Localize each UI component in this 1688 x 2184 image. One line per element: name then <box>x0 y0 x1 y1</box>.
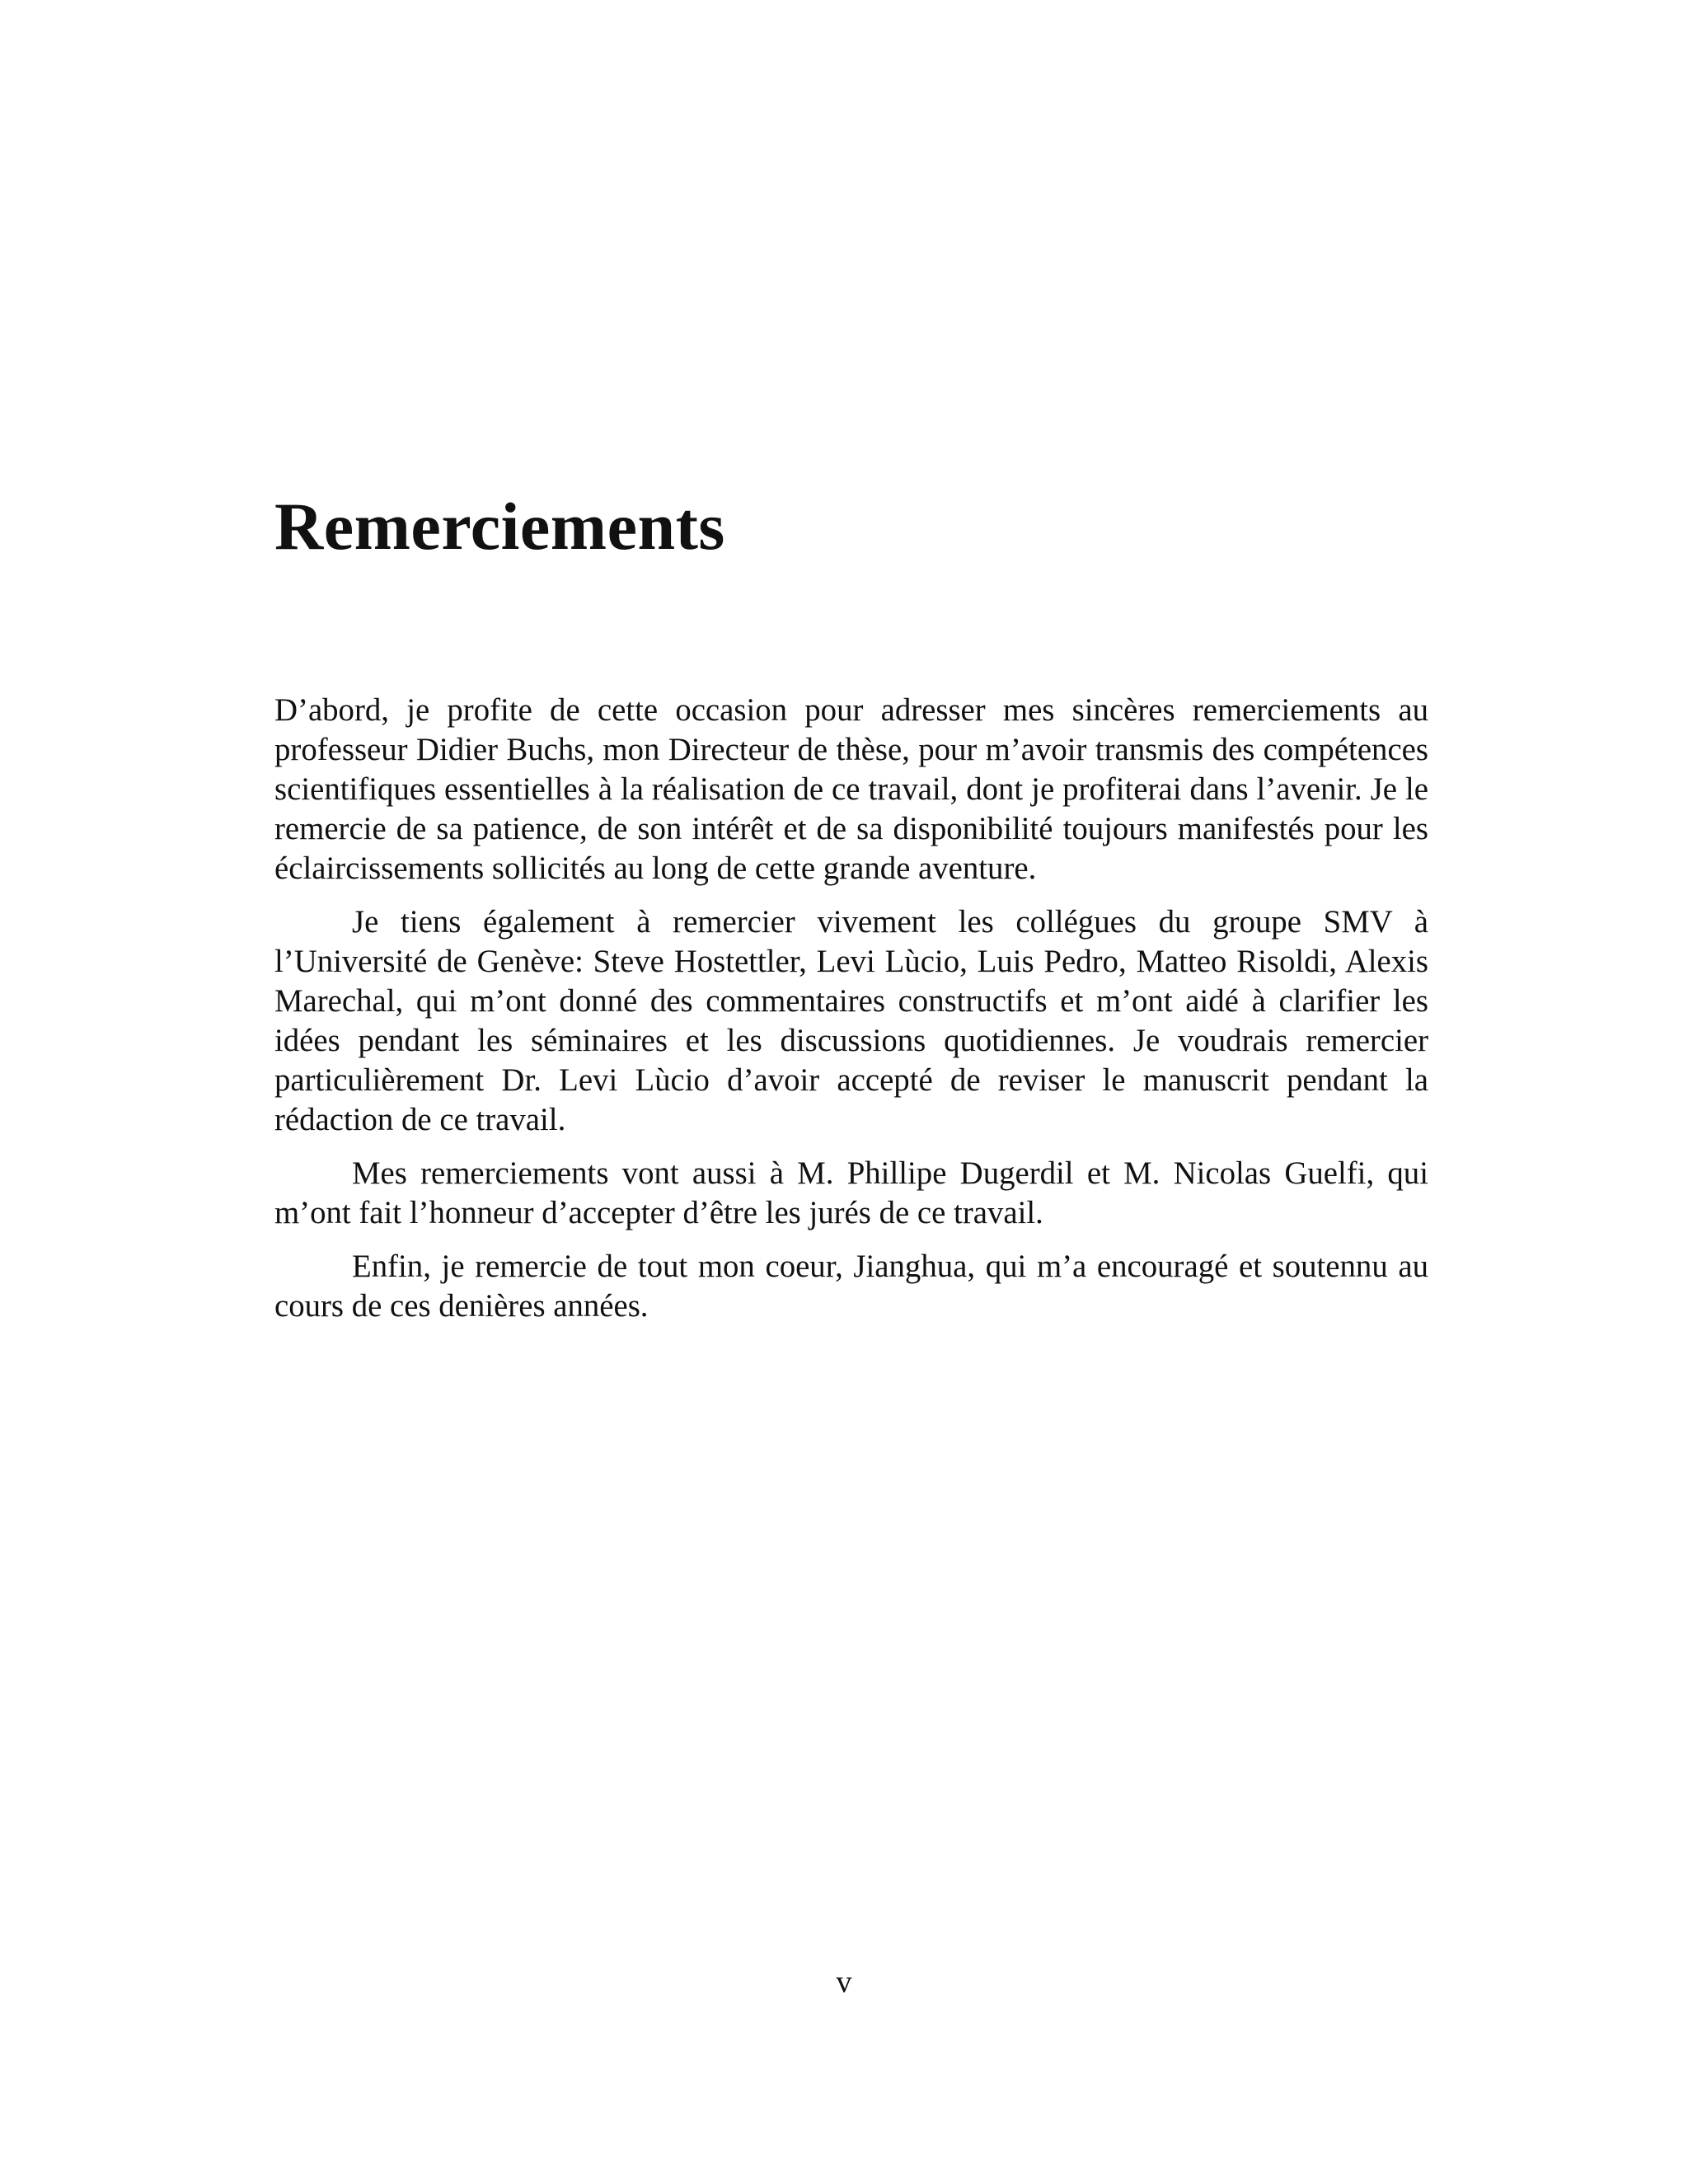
paragraph-1: D’abord, je profite de cette occasion pour adresser mes sincères remerciements au professeur Didier Buchs, mon Directeur de thèse, pour m’avoir transmis des compétences scientifiques essentielles à la réalisation de ce travail, dont je profiterai dans l’avenir. Je le remercie de sa patience, de son intérêt et de sa disponibilité toujours manifestés pour les éclaircissements sollicités au long de cette grande aventure. <box>274 692 1428 886</box>
paragraph-2: Je tiens également à remercier vivement les collégues du groupe SMV à l’Université de Genève: Steve Hostettler, Levi Lùcio, Luis Pedro, Matteo Risoldi, Alexis Marechal, qui m’ont donné des commentaires constructifs et m’ont aidé à clarifier les idées pendant les séminaires et les discussions quotidiennes. Je voudrais remercier particulièrement Dr. Levi Lùcio d’avoir accepté de reviser le manuscrit pendant la rédaction de ce travail. <box>274 904 1428 1137</box>
page-number: v <box>836 1965 852 1999</box>
paragraph-3: Mes remerciements vont aussi à M. Phillipe Dugerdil et M. Nicolas Guelfi, qui m’ont fait l’honneur d’accepter d’être les jurés de ce travail. <box>274 1155 1428 1230</box>
paragraph-4: Enfin, je remercie de tout mon coeur, Jianghua, qui m’a encouragé et soutennu au cours de ces denières années. <box>274 1249 1428 1324</box>
acknowledgements-body <box>274 691 1428 1340</box>
chapter-title: Remerciements <box>274 489 725 564</box>
